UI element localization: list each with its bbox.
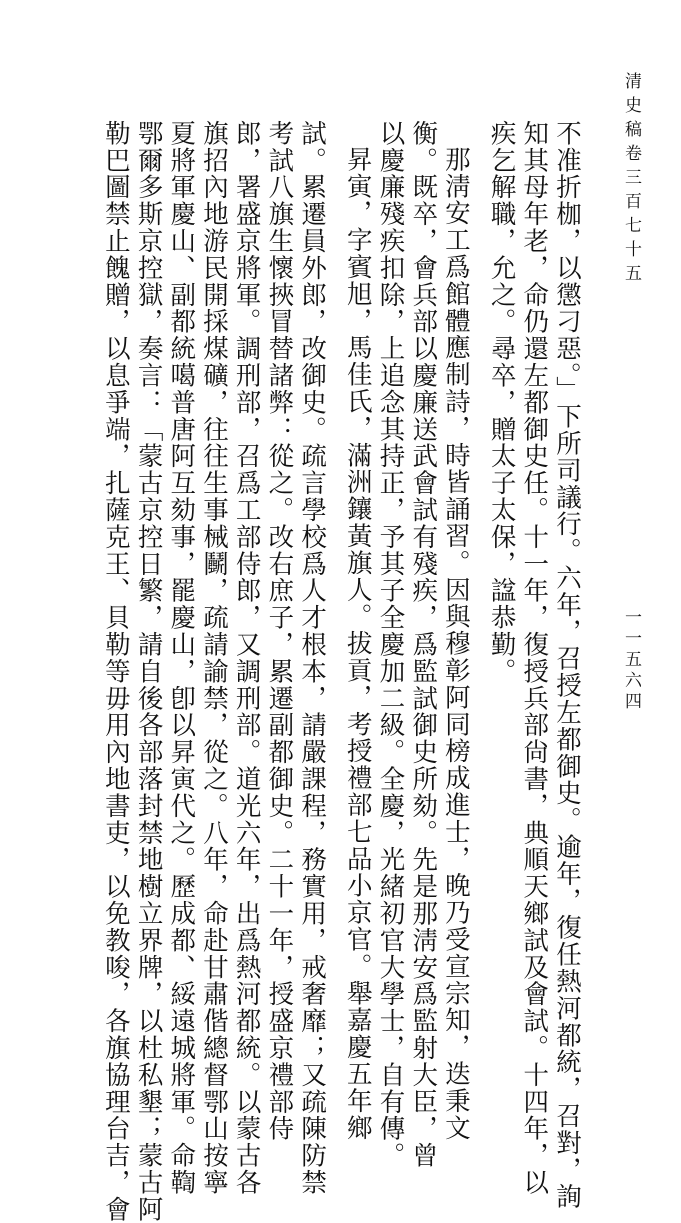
page-header-title: 清史稿卷三百七十五	[621, 72, 641, 288]
text-column-4: 那淸安工爲館體應制詩，時皆誦習。因與穆彰阿同榜成進士，晚乃受宣宗知，迭秉文	[440, 146, 471, 1142]
text-column-1: 不准折枷，以懲刁惡。」下所司議行。六年，召授左都御史。逾年，復任熱河都統，召對，詢	[552, 120, 582, 1211]
text-column-13: 鄂爾多斯京控獄，奏言：「蒙古京控日繁，請自後各部落封禁地樹立界牌，以杜私墾；蒙古阿	[133, 120, 164, 1223]
text-column-14: 勒巴圖禁止餽贈，以息爭端，扎薩克王、貝勒等毋用內地書吏，以免教唆，各旗協理台吉，會	[100, 120, 131, 1223]
text-column-5: 衡。既卒，會兵部以慶廉送武會試有殘疾，爲監試御史所劾。先是那淸安爲監射大臣，曾	[408, 120, 439, 1170]
text-column-11: 旗招內地游民開採煤礦，往往生事械鬭，疏請諭禁，從之。八年，命赴甘肅偕總督鄂山按寧	[198, 120, 229, 1196]
text-column-6: 以慶廉殘疾扣除，上追念其持正，予其子全慶加二級。全慶，光緒初官大學士，自有傳。	[375, 120, 406, 1170]
text-body	[99, 120, 583, 1223]
text-column-9: 考試八旗生懷挾冒替諸弊：從之。改右庶子，累遷副都御史。二十一年，授盛京禮部侍	[264, 120, 295, 1143]
text-column-12: 夏將軍慶山、副都統噶普唐阿互劾事，罷慶山，卽以昇寅代之。歷成都、綏遠城將軍。命鞫	[166, 120, 197, 1196]
page-number: 一一五六四	[621, 608, 641, 713]
text-column-2: 知其母年老，命仍還左都御史任。十一年，復授兵部尙書，典順天鄉試及會試。十四年，以	[519, 120, 550, 1196]
text-column-8: 試。累遷員外郎，改御史。疏言學校爲人才根本，請嚴課程，務實用，戒奢靡；又疏陳防禁	[297, 120, 328, 1196]
text-column-3: 疾乞解職，允之。尋卒，贈太子太保，諡恭勤。	[486, 120, 517, 685]
text-column-10: 郎，署盛京將軍。調刑部，召爲工部侍郎，又調刑部。道光六年，出爲熱河都統。以蒙古各	[231, 120, 262, 1196]
text-column-7: 昇寅，字賓旭，馬佳氏，滿洲鑲黃旗人。拔貢，考授禮部七品小京官。舉嘉慶五年鄉	[342, 146, 373, 1142]
